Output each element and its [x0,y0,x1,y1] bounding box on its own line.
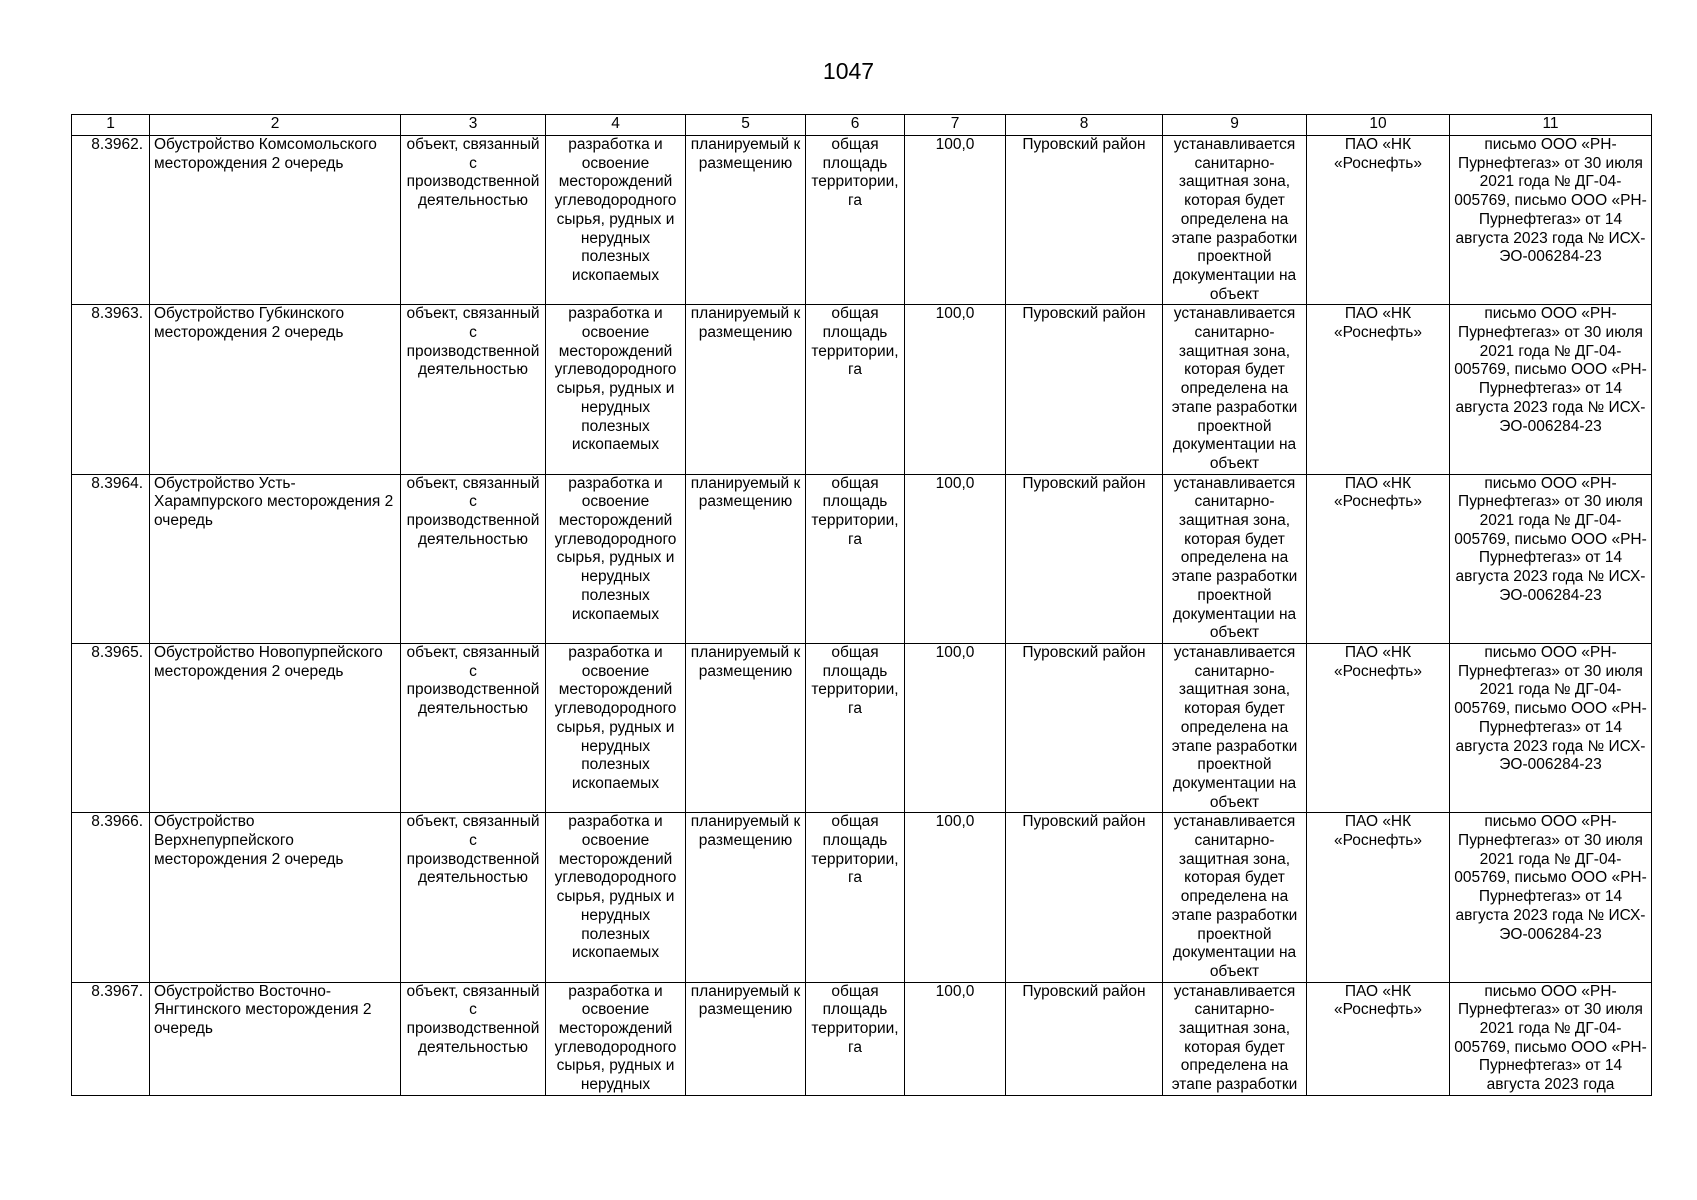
object-activity: разработка и освоение месторождений углеводородного сырья, рудных и нерудных полезных ископаемых [546,474,686,643]
object-characteristic: общая площадь территории, га [806,982,905,1095]
object-basis: письмо ООО «РН-Пурнефтегаз» от 30 июля 2021 года № ДГ-04-005769, письмо ООО «РН-Пурнефтегаз» от 14 августа 2023 года № ИСХ-ЭО-006284-23 [1450,136,1652,305]
object-name: Обустройство Комсомольского месторождения 2 очередь [150,136,401,305]
object-purpose: объект, связанный с производственной деятельностью [401,305,546,474]
object-value: 100,0 [905,643,1006,812]
object-owner: ПАО «НК «Роснефть» [1307,474,1450,643]
registry-table [71,114,1652,1096]
object-value: 100,0 [905,474,1006,643]
object-activity: разработка и освоение месторождений углеводородного сырья, рудных и нерудных полезных ископаемых [546,813,686,982]
object-purpose: объект, связанный с производственной деятельностью [401,982,546,1095]
object-status: планируемый к размещению [686,474,806,643]
object-zone: устанавливается санитарно-защитная зона, которая будет определена на этапе разработки проектной документации на объект [1163,136,1307,305]
column-header-11: 11 [1450,115,1652,136]
object-location: Пуровский район [1006,982,1163,1095]
object-value: 100,0 [905,136,1006,305]
row-number: 8.3966. [72,813,150,982]
column-header-1: 1 [72,115,150,136]
object-status: планируемый к размещению [686,305,806,474]
object-zone: устанавливается санитарно-защитная зона, которая будет определена на этапе разработки проектной документации на объект [1163,643,1307,812]
object-value: 100,0 [905,813,1006,982]
object-characteristic: общая площадь территории, га [806,813,905,982]
row-number: 8.3964. [72,474,150,643]
object-value: 100,0 [905,305,1006,474]
object-status: планируемый к размещению [686,136,806,305]
object-basis: письмо ООО «РН-Пурнефтегаз» от 30 июля 2021 года № ДГ-04-005769, письмо ООО «РН-Пурнефтегаз» от 14 августа 2023 года № ИСХ-ЭО-006284-23 [1450,305,1652,474]
object-location: Пуровский район [1006,474,1163,643]
object-zone: устанавливается санитарно-защитная зона, которая будет определена на этапе разработки проектной документации на объект [1163,474,1307,643]
object-owner: ПАО «НК «Роснефть» [1307,136,1450,305]
object-name: Обустройство Восточно-Янгтинского месторождения 2 очередь [150,982,401,1095]
object-activity: разработка и освоение месторождений углеводородного сырья, рудных и нерудных полезных ископаемых [546,305,686,474]
column-header-3: 3 [401,115,546,136]
object-owner: ПАО «НК «Роснефть» [1307,305,1450,474]
column-header-4: 4 [546,115,686,136]
object-purpose: объект, связанный с производственной деятельностью [401,474,546,643]
object-name: Обустройство Губкинского месторождения 2 очередь [150,305,401,474]
object-purpose: объект, связанный с производственной деятельностью [401,813,546,982]
object-owner: ПАО «НК «Роснефть» [1307,813,1450,982]
table-row [72,305,1652,474]
object-zone: устанавливается санитарно-защитная зона, которая будет определена на этапе разработки проектной документации на объект [1163,305,1307,474]
table-row [72,813,1652,982]
table-row [72,474,1652,643]
column-header-5: 5 [686,115,806,136]
object-characteristic: общая площадь территории, га [806,474,905,643]
object-location: Пуровский район [1006,305,1163,474]
column-header-8: 8 [1006,115,1163,136]
row-number: 8.3962. [72,136,150,305]
row-number: 8.3963. [72,305,150,474]
object-basis: письмо ООО «РН-Пурнефтегаз» от 30 июля 2021 года № ДГ-04-005769, письмо ООО «РН-Пурнефтегаз» от 14 августа 2023 года № ИСХ-ЭО-006284-23 [1450,643,1652,812]
column-header-9: 9 [1163,115,1307,136]
object-purpose: объект, связанный с производственной деятельностью [401,643,546,812]
column-header-7: 7 [905,115,1006,136]
object-status: планируемый к размещению [686,643,806,812]
object-owner: ПАО «НК «Роснефть» [1307,982,1450,1095]
object-status: планируемый к размещению [686,813,806,982]
row-number: 8.3967. [72,982,150,1095]
object-location: Пуровский район [1006,813,1163,982]
object-characteristic: общая площадь территории, га [806,136,905,305]
object-name: Обустройство Верхнепурпейского месторождения 2 очередь [150,813,401,982]
object-owner: ПАО «НК «Роснефть» [1307,643,1450,812]
object-characteristic: общая площадь территории, га [806,643,905,812]
object-value: 100,0 [905,982,1006,1095]
object-status: планируемый к размещению [686,982,806,1095]
column-header-2: 2 [150,115,401,136]
object-activity: разработка и освоение месторождений углеводородного сырья, рудных и нерудных полезных ископаемых [546,136,686,305]
row-number: 8.3965. [72,643,150,812]
object-location: Пуровский район [1006,136,1163,305]
object-name: Обустройство Усть-Харампурского месторождения 2 очередь [150,474,401,643]
object-zone: устанавливается санитарно-защитная зона, которая будет определена на этапе разработки проектной документации на объект [1163,813,1307,982]
table-row [72,136,1652,305]
object-purpose: объект, связанный с производственной деятельностью [401,136,546,305]
object-basis: письмо ООО «РН-Пурнефтегаз» от 30 июля 2021 года № ДГ-04-005769, письмо ООО «РН-Пурнефтегаз» от 14 августа 2023 года [1450,982,1652,1095]
page-number: 1047 [822,58,875,84]
object-activity: разработка и освоение месторождений углеводородного сырья, рудных и нерудных полезных ископаемых [546,643,686,812]
object-zone: устанавливается санитарно-защитная зона, которая будет определена на этапе разработки [1163,982,1307,1095]
column-header-10: 10 [1307,115,1450,136]
object-name: Обустройство Новопурпейского месторождения 2 очередь [150,643,401,812]
object-characteristic: общая площадь территории, га [806,305,905,474]
object-activity: разработка и освоение месторождений углеводородного сырья, рудных и нерудных [546,982,686,1095]
object-location: Пуровский район [1006,643,1163,812]
object-basis: письмо ООО «РН-Пурнефтегаз» от 30 июля 2021 года № ДГ-04-005769, письмо ООО «РН-Пурнефтегаз» от 14 августа 2023 года № ИСХ-ЭО-006284-23 [1450,813,1652,982]
table-row [72,982,1652,1095]
table-row [72,643,1652,812]
header-row [72,115,1652,136]
object-basis: письмо ООО «РН-Пурнефтегаз» от 30 июля 2021 года № ДГ-04-005769, письмо ООО «РН-Пурнефтегаз» от 14 августа 2023 года № ИСХ-ЭО-006284-23 [1450,474,1652,643]
column-header-6: 6 [806,115,905,136]
